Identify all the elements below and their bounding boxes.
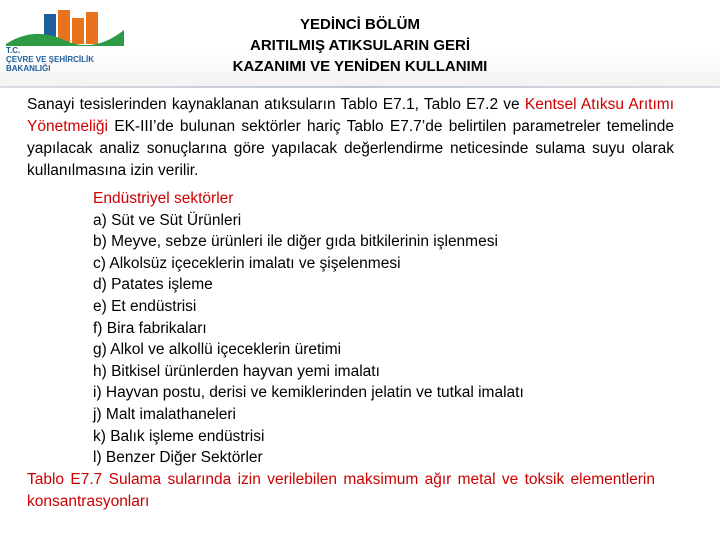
header-divider <box>0 86 720 88</box>
list-item: a) Süt ve Süt Ürünleri <box>93 211 242 229</box>
list-item: c) Alkolsüz içeceklerin imalatı ve şişelenmesi <box>93 254 401 272</box>
list-item: j) Malt imalathaneleri <box>93 405 236 423</box>
list-item: d) Patates işleme <box>93 276 213 294</box>
list-item: h) Bitkisel ürünlerden hayvan yemi imalatı <box>93 362 380 380</box>
list-item: l) Benzer Diğer Sektörler <box>93 449 263 467</box>
intro-paragraph <box>27 94 674 182</box>
page-title <box>150 14 570 77</box>
list-item: f) Bira fabrikaları <box>93 319 207 337</box>
paragraph-part-1: Sanayi tesislerinden kaynaklanan atıksuların Tablo E7.1, Tablo E7.2 ve <box>27 96 525 113</box>
list-item: b) Meyve, sebze ürünleri ile diğer gıda bitkilerinin işlenmesi <box>93 233 498 251</box>
title-line-1: YEDİNCİ BÖLÜM <box>300 16 420 33</box>
list-item: i) Hayvan postu, derisi ve kemiklerinden jelatin ve tutkal imalatı <box>93 384 524 402</box>
list-item: k) Balık işleme endüstrisi <box>93 427 265 445</box>
logo-line-3: BAKANLIĞI <box>6 64 51 73</box>
table-caption: Tablo E7.7 Sulama sularında izin verilebilen maksimum ağır metal ve toksik elementlerin konsantrasyonları <box>27 471 655 510</box>
list-item: e) Et endüstrisi <box>93 297 197 315</box>
paragraph-part-2: EK-III’de bulunan sektörler hariç Tablo E7.7’de belirtilen parametreler temelinde yapılacak analiz sonuçlarına göre yapılacak değerlendirme neticesinde sulama suyu olarak kullanılmasına izin verilir. <box>27 118 674 179</box>
logo-text <box>6 46 94 73</box>
logo-graphic-icon <box>4 6 132 46</box>
list-item: g) Alkol ve alkollü içeceklerin üretimi <box>93 341 342 359</box>
title-line-2: ARITILMIŞ ATIKSULARIN GERİ <box>250 37 470 54</box>
sector-list <box>93 188 693 469</box>
ministry-logo <box>4 6 132 82</box>
logo-line-1: T.C. <box>6 46 21 55</box>
logo-line-2: ÇEVRE VE ŞEHİRCİLİK <box>6 55 95 64</box>
sector-list-heading: Endüstriyel sektörler <box>93 190 234 207</box>
title-line-3: KAZANIMI VE YENİDEN KULLANIMI <box>232 58 488 75</box>
regulation-highlight: Kentsel Atıksu Arıtımı Yönetmeliği <box>27 96 674 135</box>
